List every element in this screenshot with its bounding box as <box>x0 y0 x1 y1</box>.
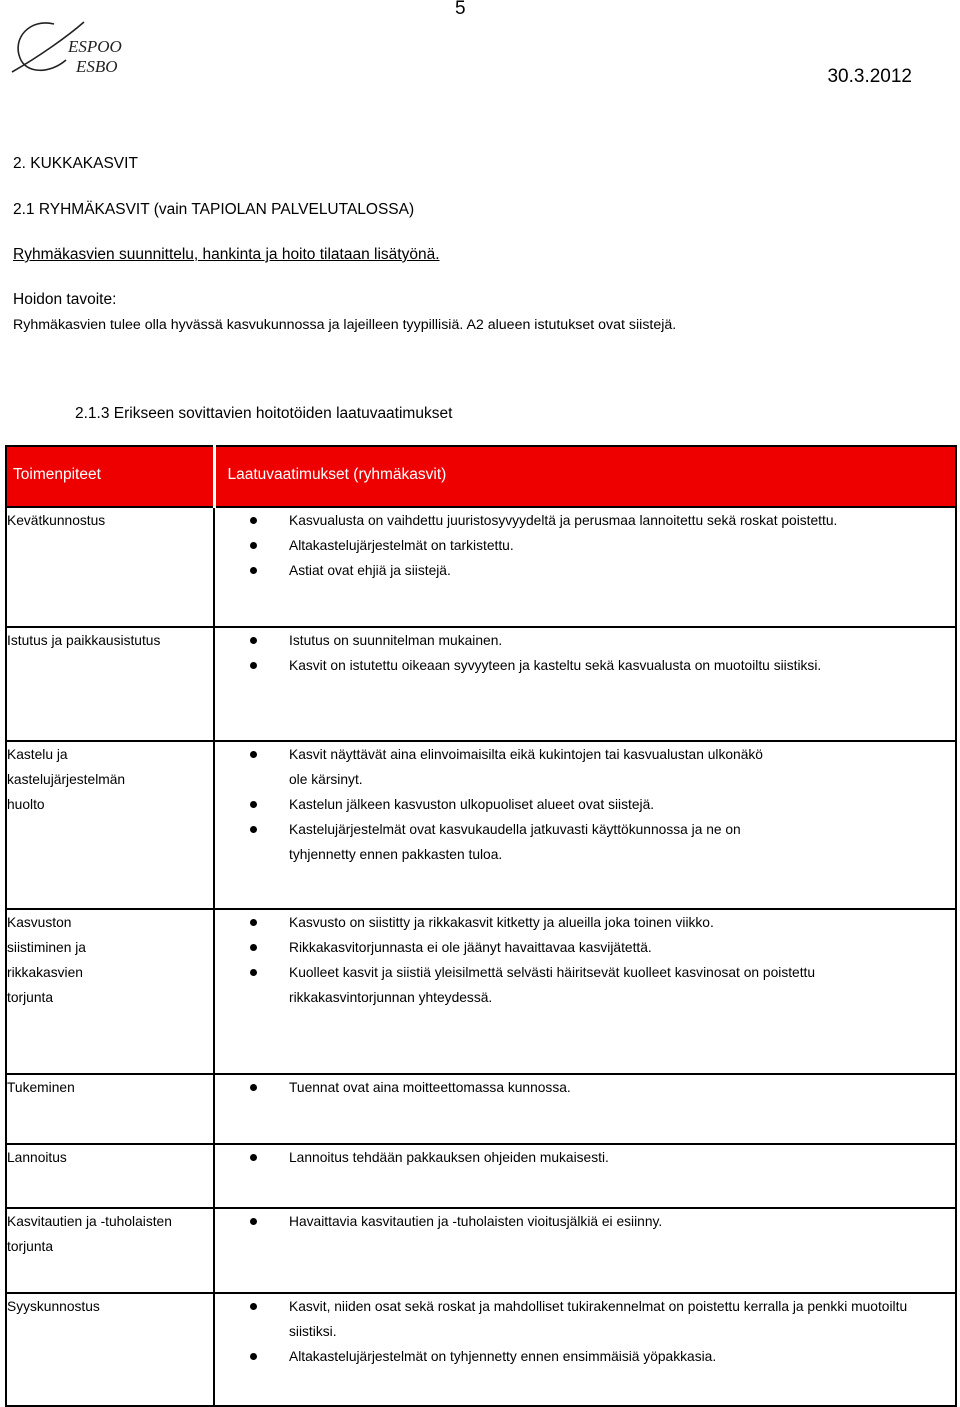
table-row <box>6 507 956 627</box>
list-item: Havaittavia kasvitautien ja -tuholaisten vioitusjälkiä ei esiinny. <box>215 1209 955 1234</box>
subsection-title: 2.1 RYHMÄKASVIT (vain TAPIOLAN PALVELUTALOSSA) <box>13 201 415 218</box>
list-item: Kastelujärjestelmät ovat kasvukaudella jatkuvasti käyttökunnossa ja ne on tyhjennetty ennen pakkasten tuloa. <box>215 817 955 867</box>
table-row <box>6 1144 956 1208</box>
table-row <box>6 627 956 741</box>
requirement-list <box>215 508 955 583</box>
list-item: Tuennat ovat aina moitteettomassa kunnossa. <box>215 1075 955 1100</box>
header-quality-requirements: Laatuvaatimukset (ryhmäkasvit) <box>214 446 956 507</box>
document-date: 30.3.2012 <box>827 66 912 87</box>
requirement-list <box>215 628 955 678</box>
espoo-logo <box>10 16 140 86</box>
list-item: Altakastelujärjestelmät on tarkistettu. <box>215 533 955 558</box>
table-row <box>6 1293 956 1406</box>
list-item: Rikkakasvitorjunnasta ei ole jäänyt havaittavaa kasvijätettä. <box>215 935 955 960</box>
logo-text-espoo: ESPOO <box>68 37 122 56</box>
list-item: Astiat ovat ehjiä ja siistejä. <box>215 558 955 583</box>
table-row <box>6 1208 956 1293</box>
section-title: 2. KUKKAKASVIT <box>13 155 138 172</box>
row-label: Kasvuston siistiminen ja rikkakasvien torjunta <box>6 909 214 1074</box>
list-item: Lannoitus tehdään pakkauksen ohjeiden mukaisesti. <box>215 1145 955 1170</box>
list-item: Kasvit, niiden osat sekä roskat ja mahdolliset tukirakennelmat on poistettu kerralla ja penkki muotoiltu siistiksi. <box>215 1294 955 1344</box>
additional-work-note: Ryhmäkasvien suunnittelu, hankinta ja hoito tilataan lisätyönä. <box>13 246 440 263</box>
requirement-list <box>215 1075 955 1100</box>
table-row <box>6 909 956 1074</box>
row-label: Tukeminen <box>6 1074 214 1144</box>
row-label: Syyskunnostus <box>6 1293 214 1406</box>
requirement-list <box>215 910 955 1010</box>
header-measures: Toimenpiteet <box>6 446 214 507</box>
row-label: Kasvitautien ja -tuholaisten torjunta <box>6 1208 214 1293</box>
table-title: 2.1.3 Erikseen sovittavien hoitotöiden laatuvaatimukset <box>75 405 453 422</box>
row-label: Kevätkunnostus <box>6 507 214 627</box>
row-label: Kastelu ja kastelujärjestelmän huolto <box>6 741 214 909</box>
table-row <box>6 741 956 909</box>
requirement-list <box>215 1294 955 1369</box>
table-header-row <box>6 446 956 507</box>
logo-text-esbo: ESBO <box>76 57 118 76</box>
list-item: Kastelun jälkeen kasvuston ulkopuoliset alueet ovat siistejä. <box>215 792 955 817</box>
list-item: Kasvusto on siistitty ja rikkakasvit kitketty ja alueilla joka toinen viikko. <box>215 910 955 935</box>
list-item: Kasvit näyttävät aina elinvoimaisilta eikä kukintojen tai kasvualustan ulkonäkö ole kärsinyt. <box>215 742 955 792</box>
goal-heading: Hoidon tavoite: <box>13 291 117 308</box>
goal-text: Ryhmäkasvien tulee olla hyvässä kasvukunnossa ja lajeilleen tyypillisiä. A2 alueen istutukset ovat siistejä. <box>13 317 677 333</box>
table-row <box>6 1074 956 1144</box>
requirement-list <box>215 1209 955 1234</box>
row-label: Istutus ja paikkausistutus <box>6 627 214 741</box>
list-item: Kasvit on istutettu oikeaan syvyyteen ja kasteltu sekä kasvualusta on muotoiltu siistiksi. <box>215 653 955 678</box>
list-item: Kuolleet kasvit ja siistiä yleisilmettä selvästi häiritsevät kuolleet kasvinosat on poistettu rikkakasvintorjunnan yhteydessä. <box>215 960 955 1010</box>
requirement-list <box>215 742 955 867</box>
requirement-list <box>215 1145 955 1170</box>
row-label: Lannoitus <box>6 1144 214 1208</box>
list-item: Istutus on suunnitelman mukainen. <box>215 628 955 653</box>
list-item: Altakastelujärjestelmät on tyhjennetty ennen ensimmäisiä yöpakkasia. <box>215 1344 955 1369</box>
requirements-table <box>5 445 957 1407</box>
page-number: 5 <box>455 0 466 19</box>
list-item: Kasvualusta on vaihdettu juuristosyvyydeltä ja perusmaa lannoitettu sekä roskat poistettu. <box>215 508 955 533</box>
